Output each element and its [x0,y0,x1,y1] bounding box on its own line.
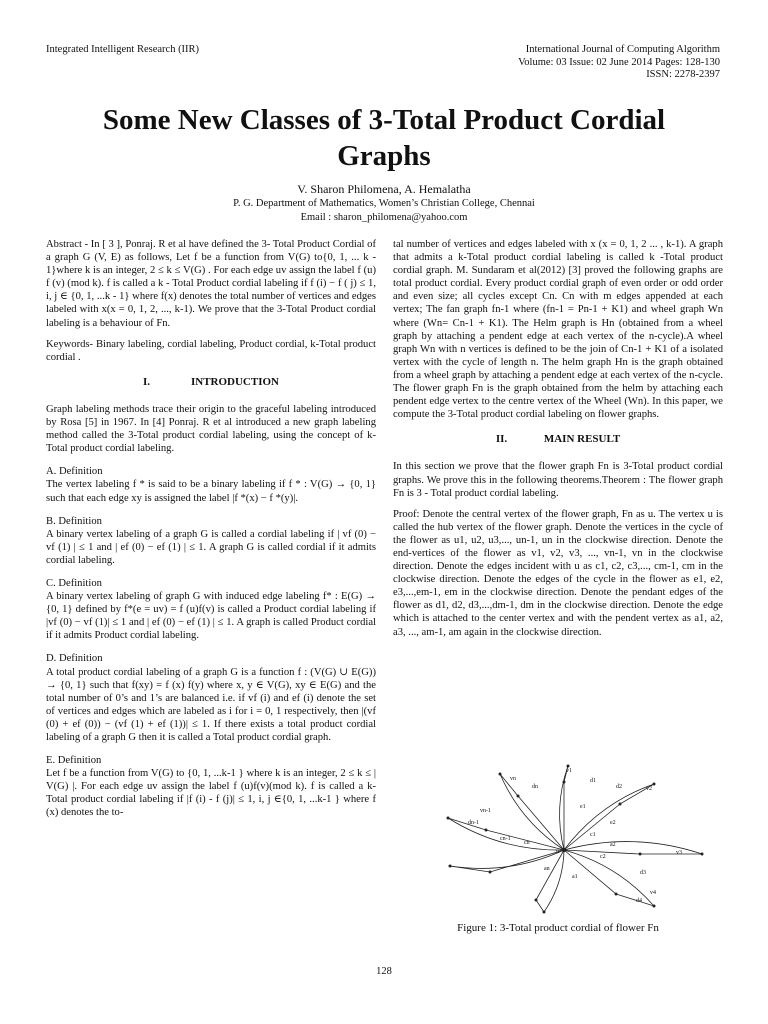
figure-label: an [544,866,550,872]
figure-label: vn-1 [480,808,491,814]
journal-header-right [518,44,720,82]
paper-title [0,102,768,174]
issn: ISSN: 2278-2397 [646,69,720,80]
figure-label: a1 [572,874,578,880]
definition-c [46,577,376,642]
figure-label: vn [510,776,516,782]
definition-text: A binary vertex labeling of a graph G is called a cordial labeling if | vf (0) − vf (1) | ≤ 1 and | ef (0) − ef (1) | ≤ 1. A graph G is called cordial if it admits cordial labeling. [46,528,376,566]
figure-label: v2 [646,786,652,792]
volume-info: Volume: 03 Issue: 02 June 2014 Pages: 128-130 [518,56,720,68]
section-heading-main-result [393,433,723,446]
definition-text: A total product cordial labeling of a graph G is a function f : (V(G) ∪ E(G)) → {0, 1} such that f(xy) = f (x) f(y) where x, y ∈ V(G), xy ∈ E(G) and the total number of 0’s and 1’s are balanced i.e. if vf (i) and ef (i) denote the set of vertices and edges which are labeled as i for i = 0, 1 respectively, then |(vf (0) + ef (0)) − (vf (1) + ef (1))| ≤ 1. If there exists a total product cordial labeling of a graph G then it is called a Total product cordial graph. [46,666,376,743]
figure-label: dn-1 [468,820,479,826]
journal-header-left [46,44,199,57]
definition-title: B. Definition [46,515,102,527]
abstract: Abstract - In [ 3 ], Ponraj. R et al have defined the 3- Total Product Cordial of a graph G (V, E) as follows, Let f be a function from V(G) to{0, 1, ... k - 1}where k is an integer, 2 ≤ k ≤ V(G) . For each edge uv assign the label f (u) f (v) (mod k). f is called a k - Total Product cordial labeling if f (i) − f ( j) ≤ 1, i, j ∈ {0, 1, ...k - 1} where f(x) denotes the total number of vertices and edges labeled with x(x = 0, 1, 2, ..., k-1). We prove that the 3-Total Product cordial labeling is a behaviour of Fn. [46,239,376,329]
definition-a [46,465,376,504]
definition-d [46,652,376,744]
title-line-2: Graphs [337,140,431,172]
authors: V. Sharon Philomena, A. Hemalatha [297,182,471,196]
definition-text: A binary vertex labeling of graph G with induced edge labeling f* : E(G) → {0, 1} defined by f*(e = uv) = f (u)f(v) is called a Product cordial labeling if |vf (0) − vf (1)| ≤ 1 and | ef (0) − ef (1) | ≤ 1. A graph is called Product cordial if it admits Product cordial labeling. [46,591,376,642]
definition-title: D. Definition [46,653,103,665]
definition-title: A. Definition [46,466,103,478]
intro-paragraph: Graph labeling methods trace their origin to the graceful labeling introduced by Rosa [5] in 1967. In [4] Ponraj. R et al introduced a new graph labeling method called the 3-Total product cordial labeling, using the concept of k-Total product cordial labeling. [46,403,376,455]
figure-label: d2 [616,784,622,790]
figure-label: c1 [590,832,596,838]
figure-label: a2 [610,842,616,848]
definition-title: E. Definition [46,755,102,767]
figure-label: e2 [610,820,616,826]
page-number: 128 [376,966,392,977]
figure-label: e1 [580,804,586,810]
section-number: II. [495,433,508,446]
definition-b [46,515,376,567]
affiliation: P. G. Department of Mathematics, Women’s Christian College, Chennai [233,198,535,209]
definition-text: Let f be a function from V(G) to {0, 1, ...k-1 } where k is an integer, 2 ≤ k ≤ | V(G) |. For each edge uv assign the label f (u)f(v)(mod k). f is called a k-Total product cordial labeling if |f (i) - f (j)| ≤ 1, i, j ∈{0, 1, ...k-1 } where f (x) denotes the to- [46,768,376,819]
figure-label: v1 [566,768,572,774]
definition-text: The vertex labeling f * is said to be a binary labeling if f * : V(G) → {0, 1} such that each edge xy is assigned the label |f *(x) − f *(y)|. [46,479,376,504]
figure-label: d1 [590,778,596,784]
figure-label: v4 [650,890,656,896]
section-title: MAIN RESULT [543,433,621,446]
figure-label: cn-1 [500,836,511,842]
left-column [46,238,376,828]
definition-title: C. Definition [46,577,102,589]
section-title: INTRODUCTION [190,375,279,388]
figure-label: d3 [640,870,646,876]
figure-label: d4 [636,898,642,904]
flower-graph-figure [440,762,720,914]
hub-label: u [556,849,559,855]
journal-name: International Journal of Computing Algorithm [525,44,720,55]
section-heading-introduction [46,376,376,389]
publisher-name: Integrated Intelligent Research (IIR) [46,44,200,55]
title-line-1: Some New Classes of 3-Total Product Cordial [102,104,666,136]
figure-label: c2 [600,854,606,860]
figure-label: cn [524,840,530,846]
figure-caption: Figure 1: 3-Total product cordial of flower Fn [457,922,659,934]
figure-label: v3 [676,850,682,856]
keywords: Keywords- Binary labeling, cordial labeling, Product cordial, k-Total product cordial . [46,338,376,363]
definition-e [46,754,376,819]
right-column [393,238,723,647]
section-number: I. [142,375,151,388]
email: Email : sharon_philomena@yahoo.com [300,212,468,223]
main-result-intro: In this section we prove that the flower graph Fn is 3-Total product cordial graphs. We prove this in the following theorems.Theorem : The flower graph Fn is 3 - Total product cordial labeling. [393,461,723,499]
continued-paragraph: tal number of vertices and edges labeled with x (x = 0, 1, 2 ... , k-1). A graph that admits a k-Total product cordial labeling is called k -Total product cordial graph. M. Sundaram et al(2012) [3] proved the following graphs are total product cordial. Every product cordial graph of even order or odd order and even size; all cycles except Cn. Cn with m edges appended at each vertex; The fan graph fn-1 where (fn-1 = Pn-1 + K1) and wheel graph Wn where (Wn= Cn-1 + K1). The Helm graph is Hn (obtained from a wheel graph by attaching a pendent edge at each vertex of the n-cycle).A wheel graph Wn with n vertices is defined to be the join of Cn-1 + K1 of a isolated vertex with the cycle of length n. The helm graph Hn is the graph obtained from a wheel graph by attaching a pendent edge at each vertex of the n-cycle. The flower graph Fn is the graph obtained from the helm by attaching each pendent edge vertex to the centre vertex of the Wheel (Wn). In this paper, we compute the 3-Total product cordial labeling on flower graphs. [393,239,723,421]
proof-paragraph: Proof: Denote the central vertex of the flower graph, Fn as u. The vertex u is called the hub vertex of the flower graph. Denote the vertices in the cycle of the flower as u1, u2, u3,..., un-1, un in the clockwise direction. Denote the end-vertices of the flower as v1, v2, v3, ..., vn-1, vn in the clockwise direction. Denote the edges incident with u as c1, c2, c3,..., cm-1, cm in the clockwise direction. Denote the edges of the cycle in the flower as e1, e2, e3,...,em-1, em in the clockwise direction. Denote the pendant edges of the flower as d1, d2, d3,...,dm-1, dm in the clockwise direction. Denote the edge which is attached to the center vertex and with the pendent vertex as a1, a2, a3, ..., am-1, am again in the clockwise direction. [393,508,723,638]
figure-label: dn [532,784,538,790]
